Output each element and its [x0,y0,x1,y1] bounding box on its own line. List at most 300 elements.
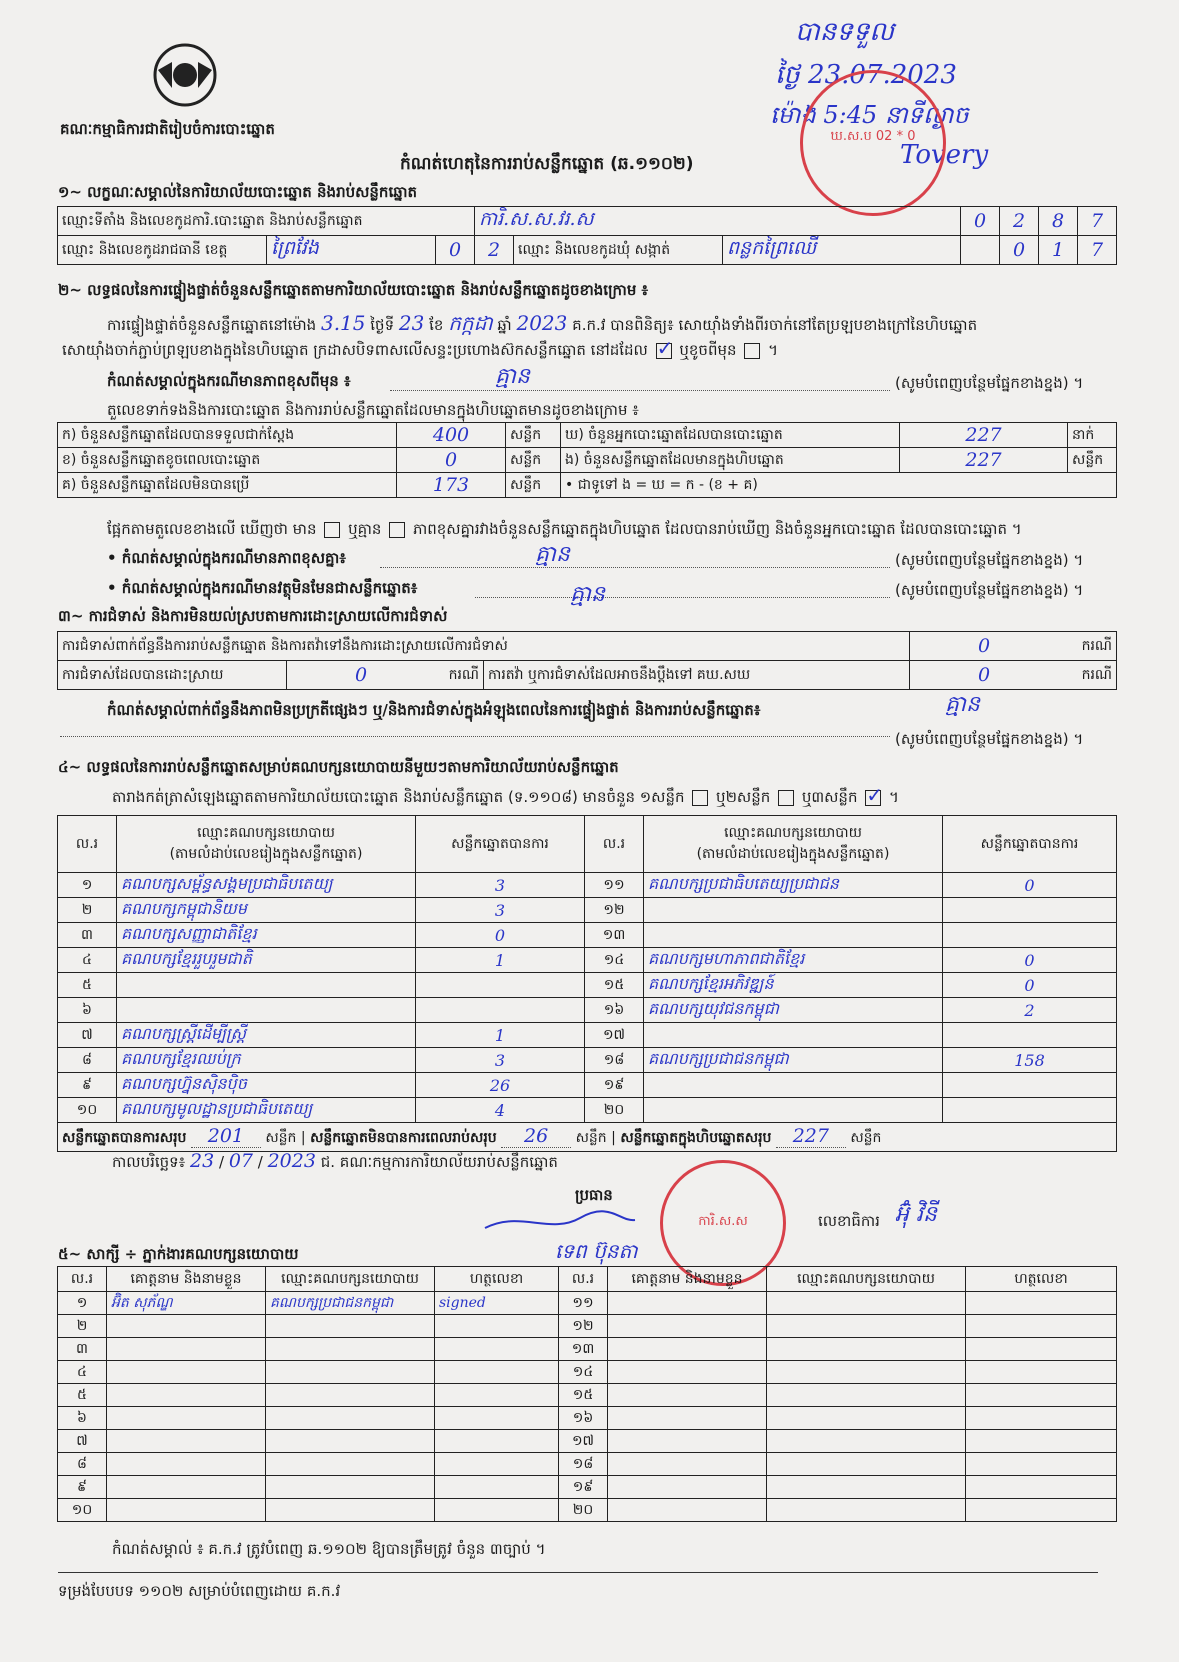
witness-signature [435,1361,559,1384]
witness-name [107,1430,266,1453]
station-code-digit: 0 [961,207,1000,236]
col-party: ឈ្មោះគណបក្សនយោបាយ [266,1267,435,1292]
witness-signature [435,1453,559,1476]
witness-no: ១៧ [559,1430,608,1453]
changed-checkbox[interactable] [744,343,760,359]
party-votes: 3 [416,1048,585,1073]
table-row [58,898,1117,923]
party-no: ២០ [585,1098,644,1123]
witness-name [608,1384,767,1407]
witness-name [107,1361,266,1384]
received-date: ថ្ងៃ 23.07.2023 [775,60,957,90]
witness-name [608,1407,767,1430]
total-valid: 201 [191,1125,261,1148]
table-row [58,923,1117,948]
secretary-name: អ៊ុំ វិនី [895,1202,937,1227]
commune-code-digit: 0 [1000,236,1039,265]
party-votes [943,1098,1117,1123]
witness-no: ១២ [559,1315,608,1338]
witness-name [107,1476,266,1499]
form-title: កំណត់ហេតុនៃការរាប់សន្លឹកឆ្នោត (ឆ.១១០២) [400,154,694,174]
verify-time: 3.15 [320,311,366,335]
date-year: 2023 [267,1150,316,1172]
party-no: ១៣ [585,923,644,948]
witness-signature [966,1338,1117,1361]
table-row [58,1073,1117,1098]
party-votes: 4 [416,1098,585,1123]
official-stamp-top [800,70,946,216]
party-no: ៤ [58,948,117,973]
table-row [58,1361,1117,1384]
witness-party [767,1384,966,1407]
witness-signature [966,1407,1117,1430]
col-party: ឈ្មោះគណបក្សនយោបាយ [767,1267,966,1292]
party-name: គណបក្សមហាភាពជាតិខ្មែរ [644,948,943,973]
witness-signature [966,1315,1117,1338]
appeal-unit: ករណី [1058,661,1117,690]
num-value-c: 173 [397,473,506,498]
party-name: គណបក្សខ្មែររួបរួមជាតិ [117,948,416,973]
irregularity-note-value: គ្មាន [945,692,980,717]
witness-signature [966,1361,1117,1384]
party-name: គណបក្សកម្ពុជានិយម [117,898,416,923]
chair-name: ទេព ប៊ុនតា [555,1239,638,1263]
party-no: ១២ [585,898,644,923]
table-row [58,1430,1117,1453]
table-row [58,1453,1117,1476]
witness-no: ៦ [58,1407,107,1430]
tally-sheet-count: តារាងកត់ត្រាសំឡេងឆ្នោតតាមការិយាល័យបោះឆ្នោត និងរាប់សន្លឹកឆ្នោត (ទ.១១០៨) មានចំនួន ១សន្លឹក ឬ២សន្លឹក ឬ៣សន្លឹក ✓ ។ [112,788,899,810]
witness-name [608,1292,767,1315]
witness-party [767,1315,966,1338]
total-invalid: 26 [501,1125,571,1148]
col-no: ល.រ [585,816,644,873]
witness-no: ៨ [58,1453,107,1476]
bullet2-value: គ្មាន [570,582,605,607]
tally-text: ឬ២សន្លឹក [716,788,771,806]
party-no: ១៩ [585,1073,644,1098]
witness-no: ១៤ [559,1361,608,1384]
formula: • ជាទូទៅ ង = ឃ = ក - (ខ + គ) [561,473,1117,498]
party-name [644,923,943,948]
num-unit: សន្លឹក [506,423,561,448]
col-votes: សន្លឹកឆ្នោតបានការ [943,816,1117,873]
witness-name: អ៊ិត សុភ័ណ្ឌ [107,1292,266,1315]
party-name [644,1073,943,1098]
witness-name [107,1453,266,1476]
witness-signature [435,1407,559,1430]
party-votes [943,1023,1117,1048]
verify-text: ថ្ងៃទី [370,316,395,334]
party-no: ១៥ [585,973,644,998]
col-party-line1: ឈ្មោះគណបក្សនយោបាយ [724,825,862,841]
witness-party [266,1476,435,1499]
verify-day: 23 [398,311,425,335]
party-no: ១៦ [585,998,644,1023]
witness-no: ១៦ [559,1407,608,1430]
party-votes: 0 [416,923,585,948]
party-no: ៣ [58,923,117,948]
irregularity-note-label: កំណត់សម្គាល់ពាក់ព័ន្ធនឹងភាពមិនប្រក្រតីផ្សេងៗ ឬ/និងការជំទាស់ក្នុងអំឡុងពេលនៃការផ្ទៀងផ្ទាត់ និងការរាប់សន្លឹកឆ្នោត៖ [107,701,761,719]
party-name: គណបក្សយុវជនកម្ពុជា [644,998,943,1023]
witness-party [266,1315,435,1338]
table-row [58,1023,1117,1048]
province-label: ឈ្មោះ និងលេខកូដរាជធានី ខេត្ត [58,236,267,265]
witness-no: ១៨ [559,1453,608,1476]
party-name: គណបក្សមូលដ្ឋានប្រជាធិបតេយ្យ [117,1098,416,1123]
party-name [644,898,943,923]
total-box-label: សន្លឹកឆ្នោតក្នុងហិបឆ្នោតសរុប [620,1130,772,1146]
party-votes: 0 [943,873,1117,898]
section1-heading: ១~ លក្ខណៈសម្គាល់នៃការិយាល័យបោះឆ្នោត និងរាប់សន្លឹកឆ្នោត [58,183,418,201]
witness-signature [966,1292,1117,1315]
section5-heading: ៥~ សាក្សី ÷ ភ្នាក់ងារគណបក្សនយោបាយ [58,1245,299,1263]
num-label-a: ក) ចំនួនសន្លឹកឆ្នោតដែលបានទទួលជាក់ស្ដែង [58,423,397,448]
num-unit: សន្លឹក [506,473,561,498]
witness-name [608,1499,767,1522]
witness-name [107,1384,266,1407]
party-no: ១ [58,873,117,898]
party-name [644,1023,943,1048]
witness-no: ៥ [58,1384,107,1407]
tally-text: តារាងកត់ត្រាសំឡេងឆ្នោតតាមការិយាល័យបោះឆ្នោត និងរាប់សន្លឹកឆ្នោត (ទ.១១០៨) មានចំនួន ១សន្លឹក [112,788,685,806]
party-no: ៦ [58,998,117,1023]
witness-no: ១៥ [559,1384,608,1407]
party-name: គណបក្សខ្មែរឈប់ក្រ [117,1048,416,1073]
witness-signature [435,1499,559,1522]
party-no: ១១ [585,873,644,898]
num-unit: សន្លឹក [1068,448,1117,473]
intact-checkbox[interactable] [656,343,672,359]
party-name: គណបក្សសញ្ញាជាតិខ្មែរ [117,923,416,948]
num-value-e: 227 [900,448,1068,473]
station-value: ការិ.ស.ស.វរ.ស [475,207,961,236]
witness-name [107,1338,266,1361]
party-no: ៧ [58,1023,117,1048]
witness-party [767,1476,966,1499]
col-party-line2: (តាមលំដាប់លេខរៀងក្នុងសន្លឹកឆ្នោត) [696,846,890,862]
appeal-label: ការតវ៉ា ឬការជំទាស់ដែលអាចនឹងប្ដឹងទៅ គឃ.សឃ [484,661,910,690]
total-valid-label: សន្លឹកឆ្នោតបានការសរុប [62,1130,187,1146]
col-no: ល.រ [58,816,117,873]
form-number: ទម្រង់បែបបទ ១១០២ សម្រាប់បំពេញដោយ គ.ក.វ [58,1582,341,1600]
table-row [58,1048,1117,1073]
bullet2-label: • កំណត់សម្គាល់ក្នុងករណីមានវត្ថុមិនមែនជាសន្លឹកឆ្នោត៖ [107,579,418,597]
party-name [644,1098,943,1123]
objections-table [57,631,1117,690]
witness-no: ១៩ [559,1476,608,1499]
date-day: 23 [190,1150,215,1172]
witness-signature: signed [435,1292,559,1315]
party-votes [943,923,1117,948]
witness-party [266,1384,435,1407]
verify-text: ខែ [429,316,444,334]
total-invalid-label: សន្លឹកឆ្នោតមិនបានការពេលរាប់សរុប [310,1130,497,1146]
col-party-line2: (តាមលំដាប់លេខរៀងក្នុងសន្លឹកឆ្នោត) [169,846,363,862]
table-row [58,873,1117,898]
stamp-text: ឃ.ស.ប 02 * 0 [830,129,916,144]
objection-count: 0 [910,632,1059,661]
section3-heading: ៣~ ការជំទាស់ និងការមិនយល់ស្របតាមការដោះស្រាយលើការជំទាស់ [58,607,448,625]
party-no: ៥ [58,973,117,998]
committee-label: ជ. គណៈកម្មការការិយាល័យរាប់សន្លឹកឆ្នោត [320,1153,558,1171]
col-party [117,816,416,873]
commune-code-digit: 1 [1039,236,1078,265]
unit: សន្លឹក [575,1130,607,1146]
party-no: ៨ [58,1048,117,1073]
table-row [58,1384,1117,1407]
verification-line [107,310,977,340]
witness-no: ១ [58,1292,107,1315]
witness-party [767,1361,966,1384]
verify-year: 2023 [516,311,568,335]
party-no: ១៤ [585,948,644,973]
changed-text: ឬខូចពីមុន [679,341,737,359]
party-name: គណបក្សខ្មែរអភិវឌ្ឍន៍ [644,973,943,998]
witness-name [608,1361,767,1384]
totals-row: សន្លឹកឆ្នោតបានការសរុប 201 សន្លឹក | សន្លឹកឆ្នោតមិនបានការពេលរាប់សរុប 26 សន្លឹក | សន្លឹកឆ្នោតក្នុងហិបឆ្នោតសរុប 227 សន្លឹក [58,1123,1117,1152]
witness-no: ៧ [58,1430,107,1453]
station-label: ឈ្មោះទីតាំង និងលេខកូដការិ.បោះឆ្នោត និងរាប់សន្លឹកឆ្នោត [58,207,475,236]
witness-no: ៩ [58,1476,107,1499]
party-no: ៩ [58,1073,117,1098]
party-no: ១៧ [585,1023,644,1048]
ballot-numbers-table [57,422,1117,498]
one-sheet-checkbox[interactable] [692,790,708,806]
witness-no: ២ [58,1315,107,1338]
num-value-a: 400 [397,423,506,448]
check-text: ភាពខុសគ្នារវាងចំនួនសន្លឹកឆ្នោតក្នុងហិបឆ្នោត ដែលបានរាប់ឃើញ និងចំនួនអ្នកបោះឆ្នោត ដែលបានបោះឆ្នោត ។ [412,520,1022,538]
witness-party: គណបក្សប្រជាជនកម្ពុជា [266,1292,435,1315]
witness-no: ២០ [559,1499,608,1522]
station-table [57,206,1117,265]
fill-hint: (សូមបំពេញបន្ថែមផ្នែកខាងខ្នង) ។ [895,374,1084,392]
verify-month: កក្កដា [448,311,493,335]
party-votes: 1 [416,948,585,973]
table-row [58,1338,1117,1361]
resolved-label: ការជំទាស់ដែលបានដោះស្រាយ [58,661,287,690]
bullet1-label: • កំណត់សម្គាល់ក្នុងករណីមានភាពខុសគ្នា៖ [107,549,346,567]
party-name: គណបក្សប្រជាជនកម្ពុជា [644,1048,943,1073]
witness-party [266,1338,435,1361]
table-row [58,1315,1117,1338]
num-label-c: គ) ចំនួនសន្លឹកឆ្នោតដែលមិនបានប្រើ [58,473,397,498]
verify-text: ការផ្ទៀងផ្ទាត់ចំនួនសន្លឹកឆ្នោតនៅម៉ោង [107,316,317,334]
difference-check [107,520,1022,542]
resolved-count: 0 [287,661,436,690]
station-code-digit: 2 [1000,207,1039,236]
witness-party [266,1361,435,1384]
date-line: កាលបរិច្ឆេទ៖ 23 / 07 / 2023 ជ. គណៈកម្មការការិយាល័យរាប់សន្លឹកឆ្នោត [112,1150,558,1172]
witness-signature [435,1430,559,1453]
party-results-table [57,815,1117,1152]
party-votes [943,898,1117,923]
witness-no: ១១ [559,1292,608,1315]
diff-note-value: គ្មាន [495,364,530,389]
party-no: ២ [58,898,117,923]
footer-note: កំណត់សម្គាល់ ៖ គ.ក.វ ត្រូវបំពេញ ឆ.១១០២ ឱ្យបានត្រឹមត្រូវ ចំនួន ៣ច្បាប់ ។ [112,1540,546,1558]
col-party-line1: ឈ្មោះគណបក្សនយោបាយ [197,825,335,841]
date-label: កាលបរិច្ឆេទ៖ [112,1153,186,1171]
received-time: ម៉ោង 5:45 នាទីល្ងាច [770,101,969,129]
witness-no: ៤ [58,1361,107,1384]
total-box: 227 [776,1125,846,1148]
witness-party [266,1430,435,1453]
unit: សន្លឹក [265,1130,297,1146]
party-name [117,973,416,998]
witness-signature [966,1499,1117,1522]
secretary-label: លេខាធិការ [818,1212,880,1230]
witness-table [57,1266,1117,1522]
party-votes: 0 [943,948,1117,973]
witness-party [767,1453,966,1476]
seal-line: សោយ៉ាំងចាក់ភ្ជាប់ព្រឡបខាងក្នុងនៃហិបឆ្នោត ក្រដាសបិទពាសលើសន្ទះប្រហោងស៊កសន្លឹកឆ្នោត នៅដដែល ✓ ឬខូចពីមុន ។ [62,341,778,363]
resolved-unit: ករណី [435,661,484,690]
witness-no: ១០ [58,1499,107,1522]
witness-party [767,1338,966,1361]
date-month: 07 [228,1150,253,1172]
party-votes: 0 [943,973,1117,998]
witness-name [608,1453,767,1476]
num-label-d: ឃ) ចំនួនអ្នកបោះឆ្នោតដែលបានបោះឆ្នោត [561,423,900,448]
witness-party [767,1430,966,1453]
num-unit: នាក់ [1068,423,1117,448]
table-row [58,1407,1117,1430]
table-row [58,948,1117,973]
bullet1-value: គ្មាន [535,542,570,567]
commune-label: ឈ្មោះ និងលេខកូដឃុំ សង្កាត់ [514,236,723,265]
org-name: គណៈកម្មាធិការជាតិរៀបចំការបោះឆ្នោត [60,120,275,138]
witness-name [608,1315,767,1338]
num-unit: សន្លឹក [506,448,561,473]
witness-name [608,1430,767,1453]
appeal-count: 0 [910,661,1059,690]
emblem-logo [150,40,220,110]
commune-value: ពន្លកព្រៃឈើ [723,236,961,265]
num-value-b: 0 [397,448,506,473]
table-row [58,1476,1117,1499]
col-name: គោត្តនាម និងនាមខ្លួន [107,1267,266,1292]
section4-heading: ៤~ លទ្ធផលនៃការរាប់សន្លឹកឆ្នោតសម្រាប់គណបក្សនយោបាយនីមួយៗតាមការិយាល័យរាប់សន្លឹកឆ្នោត [58,758,619,776]
received-note: បានទទួល [795,17,895,47]
province-code-digit: 2 [475,236,514,265]
party-no: ១៨ [585,1048,644,1073]
chair-signature [480,1200,640,1240]
province-code-digit: 0 [436,236,475,265]
col-votes: សន្លឹកឆ្នោតបានការ [416,816,585,873]
witness-signature [435,1476,559,1499]
witness-party [266,1453,435,1476]
witness-name [107,1315,266,1338]
witness-signature [435,1315,559,1338]
col-party [644,816,943,873]
table-row [58,1499,1117,1522]
fill-hint: (សូមបំពេញបន្ថែមផ្នែកខាងខ្នង) ។ [895,551,1084,569]
party-no: ១០ [58,1098,117,1123]
witness-signature [966,1476,1117,1499]
chair-label: ប្រធាន [575,1186,613,1204]
party-votes: 3 [416,898,585,923]
check-text: ផ្អែកតាមតួលេខខាងលើ ឃើញថា មាន [107,520,317,538]
check-text: ឬគ្មាន [348,520,382,538]
witness-signature [435,1338,559,1361]
station-code-digit: 8 [1039,207,1078,236]
party-votes: 26 [416,1073,585,1098]
table-row [58,973,1117,998]
witness-signature [966,1453,1117,1476]
witness-party [767,1499,966,1522]
tally-text: ឬ៣សន្លឹក [801,788,858,806]
party-votes: 2 [943,998,1117,1023]
witness-name [107,1499,266,1522]
witness-party [767,1407,966,1430]
section2-heading: ២~ លទ្ធផលនៃការផ្ទៀងផ្ទាត់ចំនួនសន្លឹកឆ្នោតតាមការិយាល័យបោះឆ្នោត និងរាប់សន្លឹកឆ្នោតដូចខាងក្រោម ៖ [58,281,649,299]
table-row [58,1098,1117,1123]
col-no: ល.រ [58,1267,107,1292]
table-row [58,998,1117,1023]
two-sheet-checkbox[interactable] [778,790,794,806]
col-no: ល.រ [559,1267,608,1292]
witness-name [608,1338,767,1361]
witness-name [608,1476,767,1499]
col-sign: ហត្ថលេខា [966,1267,1117,1292]
three-sheet-checkbox[interactable] [865,790,881,806]
witness-no: ៣ [58,1338,107,1361]
numbers-intro: តួលេខទាក់ទងនិងការបោះឆ្នោត និងការរាប់សន្លឹកឆ្នោតដែលមានក្នុងហិបឆ្នោតមានដូចខាងក្រោម ៖ [107,401,639,419]
col-sign: ហត្ថលេខា [435,1267,559,1292]
party-name: គណបក្សសម្ព័ន្ធសង្គមប្រជាធិបតេយ្យ [117,873,416,898]
unit: សន្លឹក [850,1130,882,1146]
witness-party [266,1407,435,1430]
no-difference-checkbox[interactable] [389,522,405,538]
objection-unit: ករណី [1058,632,1117,661]
commune-code-digit: 7 [1078,236,1117,265]
witness-signature [966,1384,1117,1407]
stamp-text: ការិ.ស.ស [698,1214,748,1229]
party-votes [943,1073,1117,1098]
col-name: គោត្តនាម និងនាមខ្លួន [608,1267,767,1292]
station-code-digit: 7 [1078,207,1117,236]
party-name: គណបក្សស្ត្រីដើម្បីស្ត្រី [117,1023,416,1048]
party-votes: 3 [416,873,585,898]
num-value-d: 227 [900,423,1068,448]
witness-party [767,1292,966,1315]
num-label-e: ង) ចំនួនសន្លឹកឆ្នោតដែលមានក្នុងហិបឆ្នោត [561,448,900,473]
received-signature: Tovery [900,140,989,170]
party-name [117,998,416,1023]
party-votes [416,973,585,998]
fill-hint: (សូមបំពេញបន្ថែមផ្នែកខាងខ្នង) ។ [895,730,1084,748]
party-votes [416,998,585,1023]
verify-text: ឆ្នាំ [497,316,512,334]
num-label-b: ខ) ចំនួនសន្លឹកឆ្នោតខូចពេលបោះឆ្នោត [58,448,397,473]
witness-party [266,1499,435,1522]
party-name: គណបក្សប្រជាធិបតេយ្យប្រជាជន [644,873,943,898]
party-votes: 158 [943,1048,1117,1073]
witness-signature [966,1430,1117,1453]
has-difference-checkbox[interactable] [324,522,340,538]
party-votes: 1 [416,1023,585,1048]
verify-text: គ.ក.វ បានពិនិត្យ៖ សោយ៉ាំងទាំងពីរចាក់នៅតែប្រឡបខាងក្រៅនៃហិបឆ្នោត [572,316,978,334]
party-name: គណបក្សហ្វ៊ុនស៊ិនប៉ិច [117,1073,416,1098]
table-row [58,1292,1117,1315]
fill-hint: (សូមបំពេញបន្ថែមផ្នែកខាងខ្នង) ។ [895,581,1084,599]
witness-signature [435,1384,559,1407]
objection-label: ការជំទាស់ពាក់ព័ន្ធនឹងការរាប់សន្លឹកឆ្នោត និងការតវ៉ាទៅនឹងការដោះស្រាយលើការជំទាស់ [58,632,910,661]
witness-name [107,1407,266,1430]
witness-no: ១៣ [559,1338,608,1361]
diff-note-label: កំណត់សម្គាល់ក្នុងករណីមានភាពខុសពីមុន ៖ [107,372,351,390]
